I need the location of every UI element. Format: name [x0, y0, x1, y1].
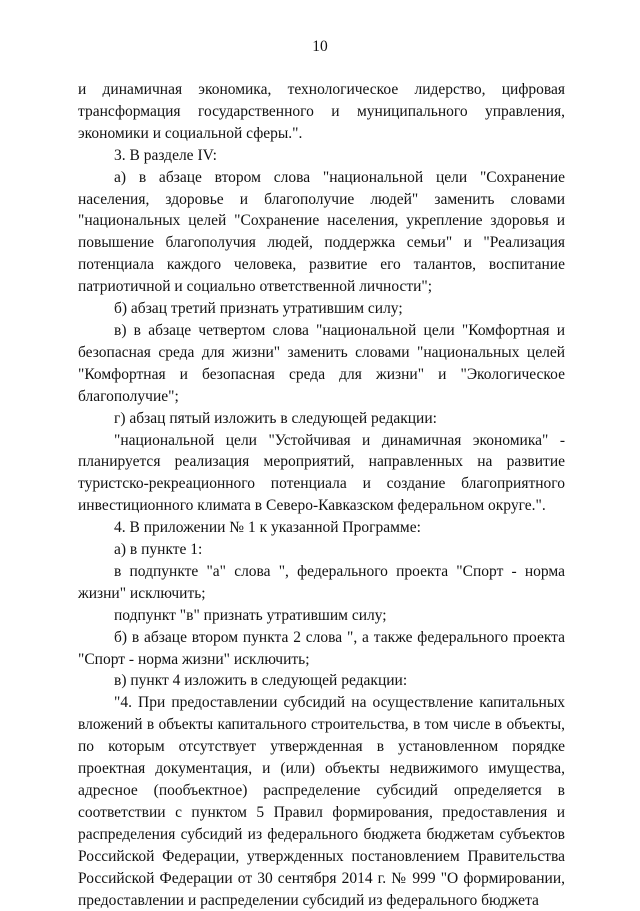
- paragraph-9: а) в пункте 1:: [114, 541, 203, 559]
- paragraph-2: 3. В разделе IV:: [114, 146, 217, 164]
- paragraph-12: б) в абзаце втором пункта 2 слова ", а также федерального проекта "Спорт - норма жизни" исключить;: [78, 628, 565, 668]
- paragraph-13: в) пункт 4 изложить в следующей редакции:: [114, 672, 408, 690]
- paragraph-11: подпункт "в" признать утратившим силу;: [114, 606, 387, 624]
- paragraph-14: "4. При предоставлении субсидий на осуществление капитальных вложений в объекты капитального строительства, в том числе в объекты, по которым отсутствует утвержденная в установленном порядке проектная документация, и (или) объекты недвижимого имущества, адресное (пообъектное) распределение субсидий определяется в соответствии с пунктом 5 Правил формирования, предоставления и распределения субсидий из федерального бюджета бюджетам субъектов Российской Федерации, утвержденных постановлением Правительства Российской Федерации от 30 сентября 2014 г. № 999 "О формировании, предоставлении и распределении субсидий из федерального бюджета: [78, 694, 565, 909]
- page-number: 10: [312, 38, 328, 55]
- paragraph-10: в подпункте "а" слова ", федерального проекта "Спорт - норма жизни" исключить;: [78, 562, 565, 602]
- paragraph-1: и динамичная экономика, технологическое лидерство, цифровая трансформация государственного и муниципального управления, экономики и социальной сферы.".: [78, 81, 565, 142]
- document-body: [78, 79, 565, 911]
- paragraph-6: г) абзац пятый изложить в следующей редакции:: [114, 409, 437, 427]
- paragraph-7: "национальной цели "Устойчивая и динамичная экономика" - планируется реализация мероприятий, направленных на развитие туристско-рекреационного потенциала и создание благоприятного инвестиционного климата в Северо-Кавказском федеральном округе.".: [78, 431, 565, 515]
- paragraph-4: б) абзац третий признать утратившим силу;: [114, 300, 403, 318]
- paragraph-3: а) в абзаце втором слова "национальной цели "Сохранение населения, здоровье и благополучие людей" заменить словами "национальных целей "Сохранение населения, укрепление здоровья и повышение благополучия людей, поддержка семьи" и "Реализация потенциала каждого человека, развитие его талантов, воспитание патриотичной и социально ответственной личности";: [78, 168, 565, 296]
- paragraph-5: в) в абзаце четвертом слова "национальной цели "Комфортная и безопасная среда для жизни" заменить словами "национальных целей "Комфортная и безопасная среда для жизни" и "Экологическое благополучие";: [78, 321, 565, 405]
- paragraph-8: 4. В приложении № 1 к указанной Программе:: [114, 519, 421, 537]
